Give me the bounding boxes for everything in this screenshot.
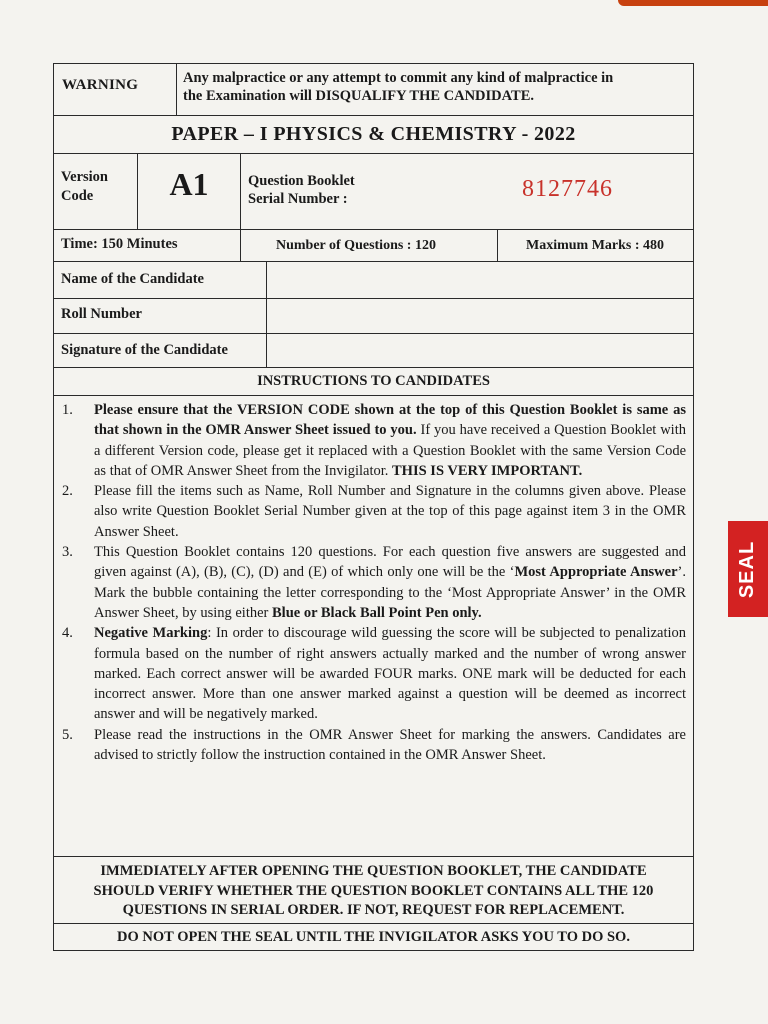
instructions-heading-row [54,368,693,396]
top-edge-strip [618,0,768,6]
seal-tab-label: SEAL [736,540,759,598]
divider [176,64,177,115]
booklet-label-line-2: Serial Number : [248,191,348,207]
instruction-emphasis: Most Appropriate Answer [514,564,678,581]
instruction-item [62,481,686,542]
divider [266,297,267,333]
version-label-line-1: Version [61,169,108,185]
instruction-body: If you have received a Question Booklet with a different Version code, please get it replaced with a Question Booklet with the same Version Code as that of OMR Answer Sheet from the Invigilator. [94,422,686,479]
time-allowed: Time: 150 Minutes [61,236,178,252]
signature-label: Signature of the Candidate [61,342,228,358]
instruction-emphasis: THIS IS VERY IMPORTANT. [392,462,583,479]
instruction-body: : In order to discourage wild guessing the score will be subjected to penalization formula based on the number of right answers actually marked and the number of wrong answer marked. Each correct answer will be awarded FOUR marks. ONE mark will be deducted for each incorrect answer. More than one answer marked against a question will be deemed as incorrect answer and will be negatively marked. [94,625,686,723]
instruction-emphasis: Blue or Black Ball Point Pen only. [272,604,482,621]
replacement-notice-row [54,856,693,924]
instruction-number: 4. [62,625,73,642]
notice-line-2: SHOULD VERIFY WHETHER THE QUESTION BOOKLET CONTAINS ALL THE 120 [93,882,654,899]
roll-number-field[interactable] [268,297,693,333]
instruction-text: Please fill the items such as Name, Roll Number and Signature in the columns given above. Please also write Question Booklet Serial Number given at the top of this page against item 3 in the OMR Answer Sheet. [94,483,686,540]
warning-line-2: the Examination will DISQUALIFY THE CANDIDATE. [183,88,535,104]
candidate-name-label: Name of the Candidate [61,271,204,287]
instructions-list [54,400,693,852]
instruction-item [62,400,686,481]
booklet-label-line-1: Question Booklet [248,173,355,189]
candidate-name-field[interactable] [268,262,693,298]
number-of-questions: Number of Questions : 120 [276,238,436,253]
warning-message [183,69,687,115]
seal-tab[interactable] [728,521,768,617]
maximum-marks: Maximum Marks : 480 [526,238,665,253]
version-code-value: A1 [169,166,209,202]
version-label-line-2: Code [61,188,94,204]
divider [266,262,267,298]
instruction-text: Please read the instructions in the OMR Answer Sheet for marking the answers. Candidates are advised to strictly follow the instruction contained in the OMR Answer Sheet. [94,726,686,764]
instruction-number: 5. [62,726,73,743]
seal-warning: DO NOT OPEN THE SEAL UNTIL THE INVIGILATOR ASKS YOU TO DO SO. [117,929,630,945]
roll-number-row [54,297,693,334]
version-code-label [61,168,108,229]
warning-row [54,64,693,116]
candidate-name-row [54,262,693,299]
notice-line-1: IMMEDIATELY AFTER OPENING THE QUESTION BOOKLET, THE CANDIDATE [100,863,647,879]
replacement-notice [62,862,685,921]
paper-title: PAPER – I PHYSICS & CHEMISTRY - 2022 [171,123,576,145]
instructions-heading: INSTRUCTIONS TO CANDIDATES [257,373,490,389]
divider [266,333,267,367]
signature-field[interactable] [268,333,693,367]
question-booklet-cover [53,63,694,951]
instruction-text [94,623,686,724]
instruction-item [62,623,686,724]
booklet-serial-number: 8127746 [522,176,613,202]
instruction-text [94,400,686,481]
instruction-body: This Question Booklet contains 120 questions. For each question five answers are suggested and given against (A), (B), (C), (D) and (E) of which only one will be the ‘ [94,544,686,581]
notice-line-3: QUESTIONS IN SERIAL ORDER. IF NOT, REQUEST FOR REPLACEMENT. [122,902,625,918]
divider [497,230,498,261]
instruction-item [62,725,686,766]
instruction-number: 3. [62,544,73,561]
instruction-number: 1. [62,402,73,418]
instruction-body: ’. Mark the bubble containing the letter corresponding to the ‘Most Appropriate Answer’ in the OMR Answer Sheet, by using either [94,564,686,621]
instruction-number: 2. [62,483,73,500]
instruction-emphasis: Negative Marking [94,625,208,642]
instruction-item [62,542,686,623]
signature-row [54,333,693,368]
booklet-serial-label [248,172,355,229]
warning-label: WARNING [62,77,139,93]
version-row [54,154,693,230]
divider [240,230,241,261]
paper-title-row [54,116,693,154]
roll-number-label: Roll Number [61,306,142,322]
instruction-emphasis: Please ensure that the VERSION CODE shown at the top of this Question Booklet is same as that shown in the OMR Answer Sheet issued to you. [94,402,686,439]
warning-line-1: Any malpractice or any attempt to commit any kind of malpractice in [183,70,614,86]
seal-warning-row [54,924,693,950]
instruction-text [94,542,686,623]
divider [240,154,241,229]
exam-info-row [54,230,693,262]
